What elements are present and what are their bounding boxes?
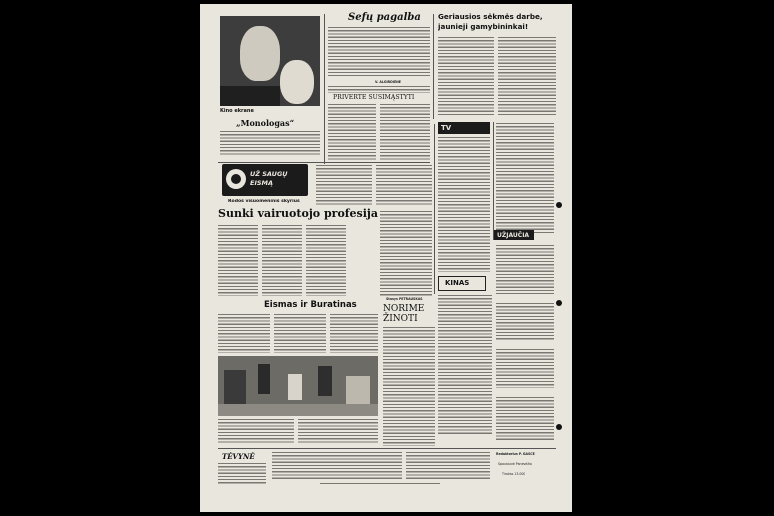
eismas-text-col1 (218, 313, 270, 353)
sunki-text-col3 (306, 224, 346, 296)
uzjaucia-header (494, 230, 534, 240)
kinas-header (438, 276, 486, 291)
eismas-text-bottom-1 (218, 418, 294, 444)
sefu-pagalba-text (328, 26, 430, 78)
column-rule (324, 14, 325, 164)
punch-hole (556, 424, 562, 430)
eismas-text-col2 (274, 313, 326, 353)
tv-label: TV (441, 124, 452, 132)
sefu-pagalba-text-2 (328, 85, 430, 93)
eismas-text-bottom-2 (298, 418, 378, 444)
uz-saugu-eisma-logo (222, 164, 308, 196)
geriausios-text-left (438, 36, 494, 116)
sunki-text-col1 (218, 224, 258, 296)
middle-text-b (376, 164, 432, 206)
punch-hole (556, 300, 562, 306)
tirazas-label: Tiražas 13.000 (502, 472, 526, 476)
sefu-pagalba-heading: Šefų pagalba (348, 12, 421, 23)
petrauskas-byline: Stasys PETRAUSKAS (386, 297, 423, 301)
column-rule (493, 122, 494, 240)
geriausios-heading (438, 12, 556, 32)
film-still-photo (220, 16, 320, 106)
middle-text-c (380, 210, 432, 296)
priverte-heading: PRIVERTĖ SUSIMĄSTYTI (333, 94, 415, 101)
geriausios-text-right (498, 36, 556, 116)
footer-rule (218, 448, 556, 449)
norime-zinoti-text (383, 326, 435, 446)
priverte-text-left (328, 103, 376, 161)
newspaper-page (200, 4, 572, 512)
tevyne-text (218, 462, 266, 484)
column-rule (433, 14, 434, 119)
section-rule (218, 162, 430, 163)
monologas-heading: „Monologas“ (236, 118, 295, 128)
middle-text-a (316, 164, 372, 206)
redaktorius-label: Redaktorius P. GASČE (496, 452, 535, 456)
rodos-skyrius-label: Rodos visuomeninis skyrius (228, 199, 300, 204)
uz-saugu-eisma-text: UŽ SAUGŲ EISMĄ (250, 170, 288, 187)
algirdas-byline: V. ALGIRDIENĖ (375, 80, 401, 84)
sunki-text-col2 (262, 224, 302, 296)
kino-heading: Kino ekrane (220, 108, 254, 114)
monologas-text (220, 130, 320, 156)
norime-zinoti-heading: NORIME ŽINOTI (383, 304, 425, 324)
uzjaucia-label: UŽJAUČIA (497, 232, 530, 239)
priverte-text-right (380, 103, 430, 161)
kinas-text (438, 294, 492, 434)
eismas-text-col3 (330, 313, 378, 353)
geriausios-heading-text: Geriausios sėkmės darbe, jaunieji gamybininkai! (438, 12, 543, 31)
kinas-label: KINAS (445, 279, 470, 287)
punch-hole (556, 202, 562, 208)
children-traffic-photo (218, 356, 378, 416)
tv-programme (438, 122, 490, 272)
footer-bottom-line (320, 482, 440, 486)
tv-programme-right (496, 122, 554, 234)
eismas-heading: Eismas ir Buratinas (264, 300, 357, 310)
sunki-heading: Sunki vairuotojo profesija (218, 207, 378, 220)
spaustuve-label: Spaustuvė Panevėžio (498, 462, 532, 466)
uzjaucia-text (496, 244, 554, 444)
footer-address-2 (406, 451, 490, 479)
tevyne-label: TĖVYNĖ (222, 452, 255, 461)
column-rule (434, 124, 435, 294)
footer-address (272, 451, 402, 479)
